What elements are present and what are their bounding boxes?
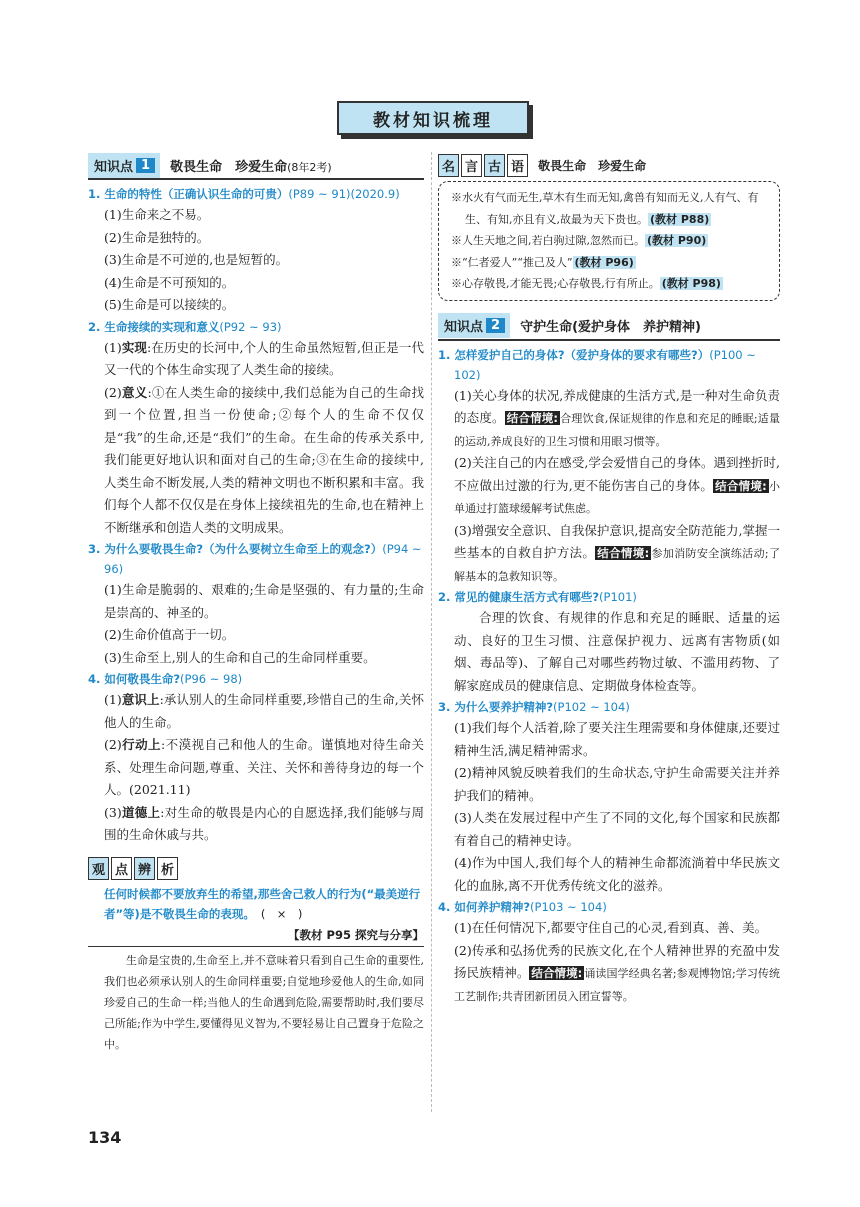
paragraph: (1)在任何情况下,都要守住自己的心灵,看到真、善、美。 [454,920,768,935]
viewpoint-citation: 【教材 P95 探究与分享】 [88,924,424,947]
list-item: (3)生命是不可逆的,也是短暂的。 [104,252,289,267]
left-column [88,152,424,1055]
column-divider [431,152,432,1112]
question-3: 3. 为什么要养护精神?(P102 ~ 104) [438,700,630,714]
kp1-number: 1 [136,158,155,173]
question-4: 4. 如何养护精神?(P103 ~ 104) [438,900,607,914]
list-item: (2)生命是独特的。 [104,229,210,245]
viewpoint-analysis: 生命是宝贵的,生命至上,并不意味着只看到自己生命的重要性,我们也必须承认别人的生命同样重要;自觉地珍爱他人的生命,如同珍爱自己的生命一样;当他人的生命遇到危险,需要帮助时,我们要尽己所能;作为中学生,要懂得见义智为,不要轻易让自己置身于危险之中。 [104,953,424,1051]
list-item: (1)我们每个人活着,除了要关注生理需要和身体健康,还要过精神生活,满足精神需求。 [454,720,780,758]
quote-item: ※“仁者爱人”“推己及人” (教材 P96) [451,255,634,269]
scene-label: 结合情境: [597,546,650,560]
viewpoint-header [88,857,424,880]
paragraph: 合理的饮食、有规律的作息和充足的睡眠、适量的运动、良好的卫生习惯、注意保护视力、远离有害物质(如烟、毒品等)、了解自己对哪些药物过敏、不滥用药物、了解家庭成员的健康信息、定期做身体检查等。 [454,610,780,693]
char-box: 辨 [134,857,155,880]
quote-item: ※水火有气而无生,草木有生而无知,禽兽有知而无义,人有气、有生、有知,亦且有义,故最为天下贵也。 (教材 P88) [451,191,759,226]
paragraph: (1)意识上:承认别人的生命同样重要,珍惜自己的生命,关怀他人的生命。 [104,692,424,730]
char-box: 古 [484,154,505,177]
list-item: (3)生命至上,别人的生命和自己的生命同样重要。 [104,649,376,665]
viewpoint-statement: 任何时候都不要放弃生的希望,那些舍己救人的行为(“最美逆行者”等)是不敬畏生命的表现。 ( × ) [104,886,421,921]
char-box: 析 [157,857,178,880]
char-box: 语 [507,154,528,177]
paragraph: (1)关心身体的状况,养成健康的生活方式,是一种对生命负责的态度。 结合情境: 合理饮食,保证规律的作息和充足的睡眠;适量的运动,养成良好的卫生习惯和用眼习惯等。 [454,387,780,448]
right-column [438,152,780,1007]
page-number: 134 [88,1128,122,1147]
char-box: 观 [88,857,109,880]
quotes-subtitle: 敬畏生命 珍爱生命 [538,159,647,173]
kp2-title: 守护生命(爱护身体 养护精神) [520,320,701,335]
char-box: 言 [461,154,482,177]
paragraph: (2)意义:①在人类生命的接续中,我们总能为自己的生命找到一个位置,担当一份使命;②每个人的生命不仅仅是“我”的生命,还是“我们”的生命。在生命的传承关系中,我们能更好地认识和面对自己的生命;③在生命的接续中,人类生命不断发展,人类的精神文明也不断积累和丰富。我们每个人都不仅仅是在身体上接续祖先的生命,也在精神上不断继承和创造人类的文明成果。 [104,384,424,535]
list-item: (3)人类在发展过程中产生了不同的文化,每个国家和民族都有着自己的精神史诗。 [454,810,780,848]
list-item: (1)生命是脆弱的、艰难的;生命是坚强的、有力量的;生命是崇高的、神圣的。 [104,582,424,620]
question-2: 2. 常见的健康生活方式有哪些?(P101) [438,590,637,604]
kp1-title: 敬畏生命 珍爱生命(8年2考) [170,159,332,175]
knowledge-point-2-header [438,313,780,341]
scene-label: 结合情境: [531,966,583,980]
paragraph: (3)增强安全意识、自我保护意识,提高安全防范能力,掌握一些基本的自救自护方法。 结合情境: 参加消防安全演练活动;了解基本的急救知识等。 [454,522,780,583]
question-1: 1. 怎样爱护自己的身体?（爱护身体的要求有哪些?）(P100 ~ 102) [438,347,756,382]
quote-item: ※人生天地之间,若白驹过隙,忽然而已。 (教材 P90) [451,234,707,247]
question-3: 3. 为什么要敬畏生命?（为什么要树立生命至上的观念?）(P94 ~ 96) [88,542,422,576]
kp1-note: (8年2考) [287,160,332,174]
list-item: (2)精神风貌反映着我们的生命状态,守护生命需要关注并养护我们的精神。 [454,765,780,803]
scene-label: 结合情境: [715,478,767,493]
question-4: 4. 如何敬畏生命?(P96 ~ 98) [88,672,243,686]
list-item: (4)作为中国人,我们每个人的精神生命都流淌着中华民族文化的血脉,离不开优秀传统文化的滋养。 [454,855,780,893]
paragraph: (2)传承和弘扬优秀的民族文化,在个人精神世界的充盈中发扬民族精神。 结合情境: 诵读国学经典名著;参观博物馆;学习传统工艺制作;共青团新团员入团宣誓等。 [454,942,780,1003]
list-item: (1)生命来之不易。 [104,207,210,222]
scene-label: 结合情境: [506,411,559,425]
question-2: 2. 生命接续的实现和意义(P92 ~ 93) [88,319,282,334]
paragraph: (3)道德上:对生命的敬畏是内心的自愿选择,我们能够与周围的生命休戚与共。 [104,804,424,842]
paragraph: (1)实现:在历史的长河中,个人的生命虽然短暂,但正是一代又一代的个体生命实现了人类生命的接续。 [104,339,424,377]
paragraph: (2)关注自己的内在感受,学会爱惜自己的身体。遇到挫折时,不应做出过激的行为,更不能伤害自己的身体。 结合情境: 小单通过打篮球缓解考试焦虑。 [454,455,780,515]
quote-item: ※心存敬畏,才能无畏;心存敬畏,行有所止。 (教材 P98) [451,277,721,290]
paragraph: (2)行动上:不漠视自己和他人的生命。谨慎地对待生命关系、处理生命问题,尊重、关注、关怀和善待身边的每一个人。(2021.11) [104,737,424,797]
char-box: 名 [438,154,459,177]
kp1-tag: 知识点 1 [88,153,160,178]
char-box: 点 [111,857,132,880]
list-item: (5)生命是可以接续的。 [104,297,235,312]
page-title: 教材知识梳理 [337,101,529,135]
kp2-number: 2 [486,318,505,333]
viewpoint-answer: ( × ) [260,906,303,921]
kp2-tag: 知识点 2 [438,313,510,338]
quotes-header [438,154,780,177]
list-item: (4)生命是不可预知的。 [104,274,235,290]
quotes-box [438,181,780,301]
knowledge-point-1-header [88,152,424,180]
list-item: (2)生命价值高于一切。 [104,627,235,642]
question-1: 1. 生命的特性（正确认识生命的可贵）(P89 ~ 91)(2020.9) [88,187,400,201]
